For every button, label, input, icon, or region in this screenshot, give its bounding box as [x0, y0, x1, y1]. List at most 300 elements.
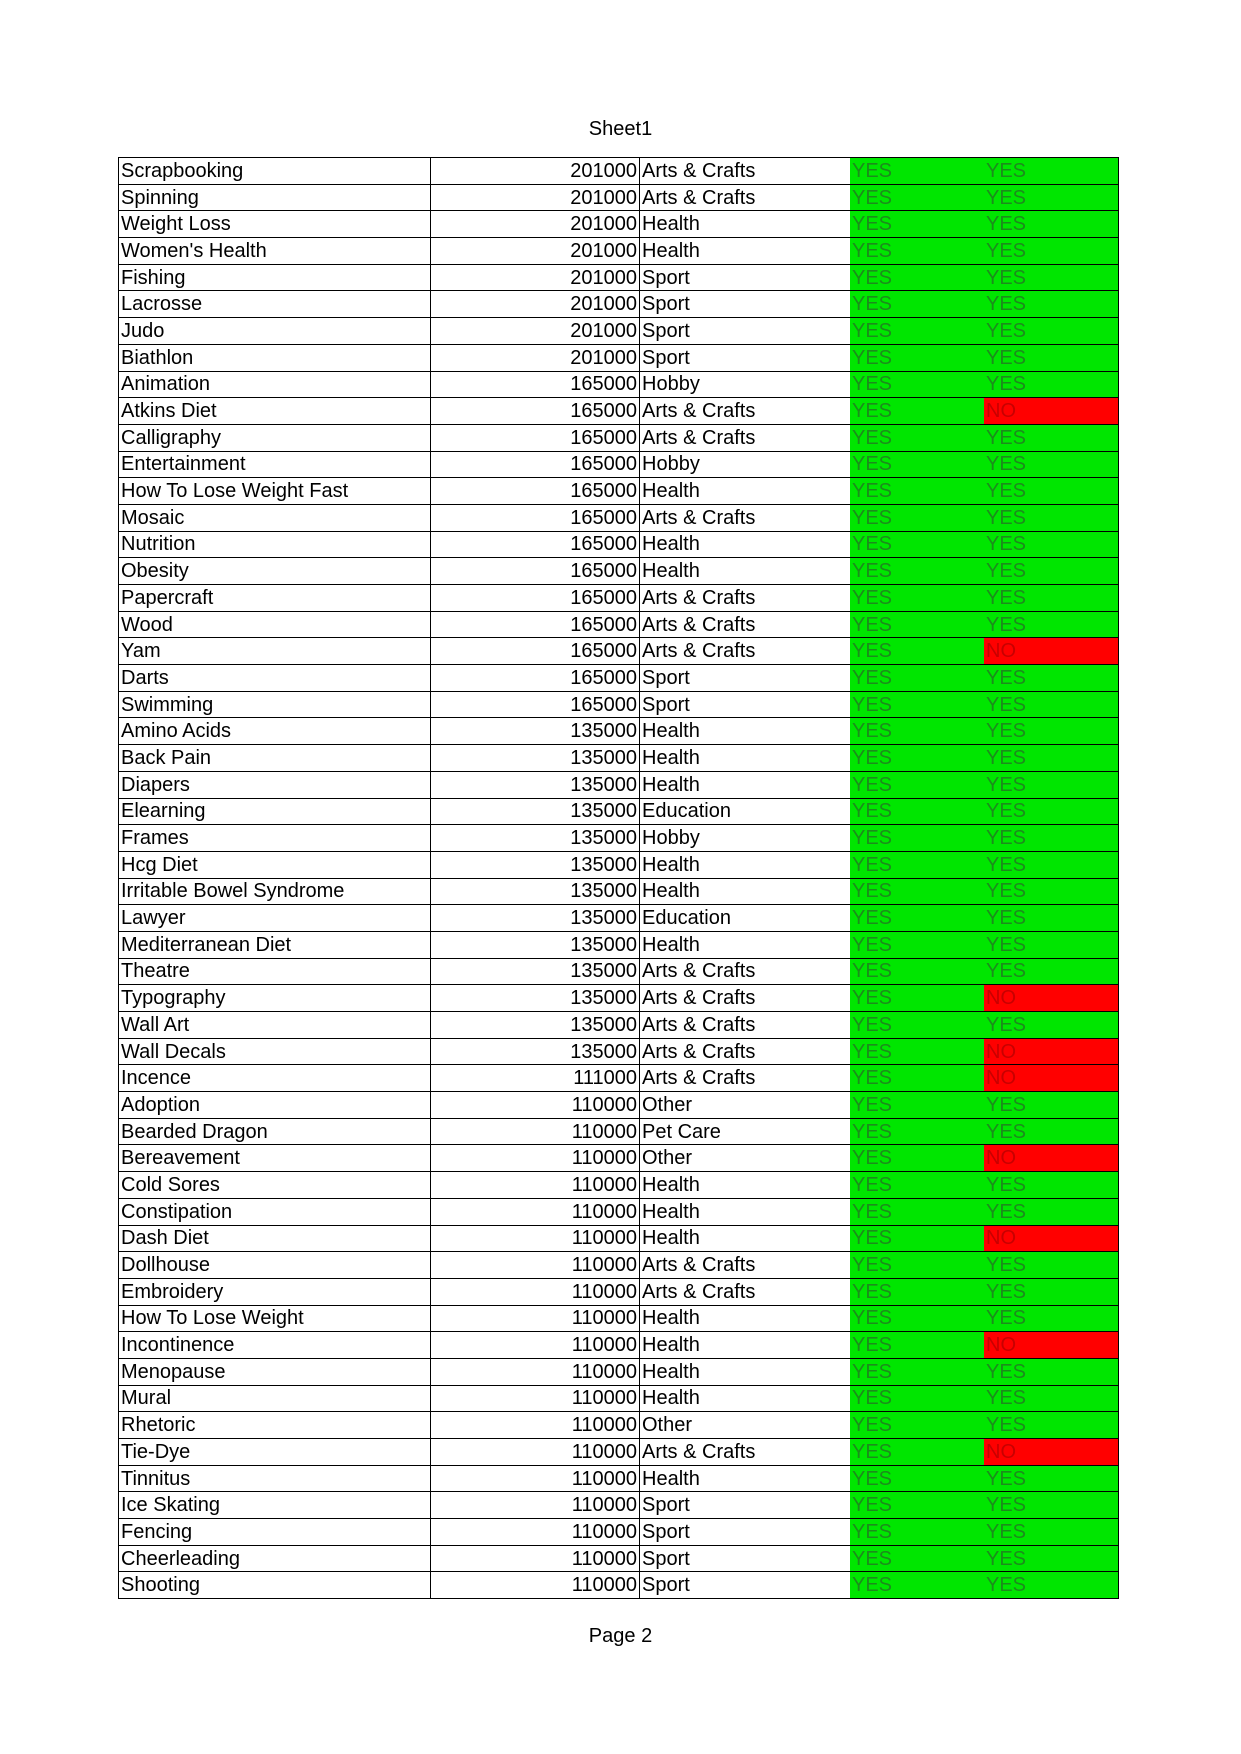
table-row: [119, 371, 1119, 398]
flag-b-cell: YES: [984, 1412, 1119, 1439]
flag-a-cell: YES: [850, 931, 984, 958]
volume-cell: 135000: [431, 1038, 640, 1065]
volume-cell: 110000: [431, 1465, 640, 1492]
category-cell: Arts & Crafts: [640, 1278, 851, 1305]
flag-b-cell: NO: [984, 1332, 1119, 1359]
flag-b-cell: YES: [984, 318, 1119, 345]
flag-a-cell: YES: [850, 1038, 984, 1065]
flag-b-cell: NO: [984, 1225, 1119, 1252]
category-cell: Arts & Crafts: [640, 1065, 851, 1092]
flag-a-cell: YES: [850, 611, 984, 638]
volume-cell: 110000: [431, 1225, 640, 1252]
category-cell: Arts & Crafts: [640, 504, 851, 531]
topic-cell: Calligraphy: [119, 424, 431, 451]
category-cell: Arts & Crafts: [640, 1012, 851, 1039]
flag-b-cell: YES: [984, 1118, 1119, 1145]
topic-cell: Wood: [119, 611, 431, 638]
flag-a-cell: YES: [850, 451, 984, 478]
category-cell: Education: [640, 798, 851, 825]
topic-cell: Swimming: [119, 691, 431, 718]
volume-cell: 135000: [431, 798, 640, 825]
flag-a-cell: YES: [850, 211, 984, 238]
volume-cell: 110000: [431, 1172, 640, 1199]
topic-cell: Yam: [119, 638, 431, 665]
flag-b-cell: YES: [984, 825, 1119, 852]
flag-a-cell: YES: [850, 1358, 984, 1385]
topic-cell: Constipation: [119, 1198, 431, 1225]
flag-b-cell: YES: [984, 1572, 1119, 1599]
category-cell: Sport: [640, 1519, 851, 1546]
flag-a-cell: YES: [850, 745, 984, 772]
flag-a-cell: YES: [850, 184, 984, 211]
flag-a-cell: YES: [850, 985, 984, 1012]
volume-cell: 165000: [431, 638, 640, 665]
category-cell: Hobby: [640, 825, 851, 852]
table-row: [119, 1358, 1119, 1385]
volume-cell: 201000: [431, 184, 640, 211]
topic-cell: Mural: [119, 1385, 431, 1412]
topic-cell: Lawyer: [119, 905, 431, 932]
flag-b-cell: YES: [984, 958, 1119, 985]
flag-b-cell: YES: [984, 745, 1119, 772]
category-cell: Health: [640, 238, 851, 265]
category-cell: Health: [640, 558, 851, 585]
table-row: [119, 825, 1119, 852]
category-cell: Health: [640, 1172, 851, 1199]
category-cell: Arts & Crafts: [640, 1038, 851, 1065]
flag-b-cell: YES: [984, 211, 1119, 238]
topic-cell: Spinning: [119, 184, 431, 211]
table-row: [119, 771, 1119, 798]
category-cell: Education: [640, 905, 851, 932]
table-row: [119, 1545, 1119, 1572]
volume-cell: 201000: [431, 318, 640, 345]
volume-cell: 135000: [431, 905, 640, 932]
table-row: [119, 1465, 1119, 1492]
flag-a-cell: YES: [850, 1278, 984, 1305]
table-row: [119, 264, 1119, 291]
flag-a-cell: YES: [850, 665, 984, 692]
flag-b-cell: YES: [984, 798, 1119, 825]
table-row: [119, 211, 1119, 238]
flag-a-cell: YES: [850, 1465, 984, 1492]
volume-cell: 135000: [431, 851, 640, 878]
flag-a-cell: YES: [850, 1092, 984, 1119]
topic-cell: Ice Skating: [119, 1492, 431, 1519]
category-cell: Pet Care: [640, 1118, 851, 1145]
flag-a-cell: YES: [850, 424, 984, 451]
flag-a-cell: YES: [850, 1305, 984, 1332]
table-row: [119, 1225, 1119, 1252]
table-row: [119, 504, 1119, 531]
flag-a-cell: YES: [850, 638, 984, 665]
table-row: [119, 851, 1119, 878]
flag-b-cell: YES: [984, 1278, 1119, 1305]
topic-cell: Dollhouse: [119, 1252, 431, 1279]
flag-b-cell: YES: [984, 1519, 1119, 1546]
flag-a-cell: YES: [850, 1198, 984, 1225]
table-row: [119, 1118, 1119, 1145]
volume-cell: 135000: [431, 745, 640, 772]
table-row: [119, 1198, 1119, 1225]
flag-a-cell: YES: [850, 798, 984, 825]
topic-cell: Typography: [119, 985, 431, 1012]
category-cell: Sport: [640, 1492, 851, 1519]
volume-cell: 110000: [431, 1492, 640, 1519]
topic-cell: Diapers: [119, 771, 431, 798]
volume-cell: 135000: [431, 1012, 640, 1039]
category-cell: Sport: [640, 344, 851, 371]
volume-cell: 110000: [431, 1439, 640, 1466]
category-cell: Arts & Crafts: [640, 398, 851, 425]
volume-cell: 110000: [431, 1412, 640, 1439]
topic-cell: Hcg Diet: [119, 851, 431, 878]
category-cell: Arts & Crafts: [640, 424, 851, 451]
flag-a-cell: YES: [850, 291, 984, 318]
topic-cell: Elearning: [119, 798, 431, 825]
category-cell: Health: [640, 1198, 851, 1225]
flag-b-cell: YES: [984, 691, 1119, 718]
flag-a-cell: YES: [850, 1118, 984, 1145]
category-cell: Health: [640, 1465, 851, 1492]
volume-cell: 165000: [431, 585, 640, 612]
category-cell: Arts & Crafts: [640, 184, 851, 211]
volume-cell: 201000: [431, 344, 640, 371]
topic-cell: Shooting: [119, 1572, 431, 1599]
table-row: [119, 1012, 1119, 1039]
table-row: [119, 1305, 1119, 1332]
topic-cell: Tie-Dye: [119, 1439, 431, 1466]
table-row: [119, 1412, 1119, 1439]
table-row: [119, 931, 1119, 958]
table-row: [119, 451, 1119, 478]
flag-b-cell: YES: [984, 585, 1119, 612]
category-cell: Sport: [640, 291, 851, 318]
flag-b-cell: YES: [984, 1012, 1119, 1039]
volume-cell: 110000: [431, 1118, 640, 1145]
flag-a-cell: YES: [850, 905, 984, 932]
flag-a-cell: YES: [850, 718, 984, 745]
flag-b-cell: YES: [984, 504, 1119, 531]
topic-cell: Cold Sores: [119, 1172, 431, 1199]
volume-cell: 165000: [431, 451, 640, 478]
topic-cell: Dash Diet: [119, 1225, 431, 1252]
volume-cell: 110000: [431, 1092, 640, 1119]
table-row: [119, 745, 1119, 772]
category-cell: Arts & Crafts: [640, 1439, 851, 1466]
topic-cell: Women's Health: [119, 238, 431, 265]
topic-cell: Bearded Dragon: [119, 1118, 431, 1145]
topic-cell: Incence: [119, 1065, 431, 1092]
volume-cell: 165000: [431, 371, 640, 398]
topic-cell: Amino Acids: [119, 718, 431, 745]
table-row: [119, 1172, 1119, 1199]
flag-a-cell: YES: [850, 771, 984, 798]
category-cell: Sport: [640, 1572, 851, 1599]
flag-a-cell: YES: [850, 504, 984, 531]
topic-cell: Fencing: [119, 1519, 431, 1546]
volume-cell: 201000: [431, 211, 640, 238]
category-cell: Health: [640, 1358, 851, 1385]
category-cell: Other: [640, 1412, 851, 1439]
table-row: [119, 1038, 1119, 1065]
table-row: [119, 531, 1119, 558]
volume-cell: 135000: [431, 771, 640, 798]
table-row: [119, 905, 1119, 932]
flag-b-cell: YES: [984, 931, 1119, 958]
table-row: [119, 558, 1119, 585]
volume-cell: 110000: [431, 1545, 640, 1572]
category-cell: Sport: [640, 264, 851, 291]
table-row: [119, 665, 1119, 692]
volume-cell: 110000: [431, 1252, 640, 1279]
flag-b-cell: NO: [984, 1065, 1119, 1092]
flag-a-cell: YES: [850, 264, 984, 291]
flag-b-cell: YES: [984, 531, 1119, 558]
volume-cell: 135000: [431, 931, 640, 958]
flag-b-cell: YES: [984, 264, 1119, 291]
volume-cell: 165000: [431, 504, 640, 531]
topic-cell: Wall Decals: [119, 1038, 431, 1065]
category-cell: Health: [640, 211, 851, 238]
volume-cell: 165000: [431, 531, 640, 558]
flag-a-cell: YES: [850, 1545, 984, 1572]
flag-b-cell: YES: [984, 1385, 1119, 1412]
flag-a-cell: YES: [850, 1412, 984, 1439]
topic-cell: Incontinence: [119, 1332, 431, 1359]
table-row: [119, 1145, 1119, 1172]
flag-a-cell: YES: [850, 1385, 984, 1412]
table-row: [119, 291, 1119, 318]
category-cell: Arts & Crafts: [640, 611, 851, 638]
flag-a-cell: YES: [850, 158, 984, 185]
category-cell: Sport: [640, 665, 851, 692]
volume-cell: 165000: [431, 691, 640, 718]
flag-a-cell: YES: [850, 1492, 984, 1519]
topic-cell: Scrapbooking: [119, 158, 431, 185]
topic-cell: How To Lose Weight: [119, 1305, 431, 1332]
category-cell: Arts & Crafts: [640, 958, 851, 985]
volume-cell: 201000: [431, 238, 640, 265]
flag-b-cell: NO: [984, 1439, 1119, 1466]
volume-cell: 165000: [431, 398, 640, 425]
flag-b-cell: NO: [984, 985, 1119, 1012]
topic-cell: Entertainment: [119, 451, 431, 478]
topic-cell: Darts: [119, 665, 431, 692]
table-row: [119, 1439, 1119, 1466]
table-row: [119, 1492, 1119, 1519]
topic-cell: Menopause: [119, 1358, 431, 1385]
topic-cell: Lacrosse: [119, 291, 431, 318]
flag-a-cell: YES: [850, 478, 984, 505]
category-cell: Health: [640, 931, 851, 958]
volume-cell: 110000: [431, 1519, 640, 1546]
flag-a-cell: YES: [850, 344, 984, 371]
flag-b-cell: YES: [984, 371, 1119, 398]
volume-cell: 111000: [431, 1065, 640, 1092]
table-row: [119, 1278, 1119, 1305]
flag-b-cell: NO: [984, 1038, 1119, 1065]
flag-a-cell: YES: [850, 238, 984, 265]
topic-cell: Tinnitus: [119, 1465, 431, 1492]
flag-a-cell: YES: [850, 1252, 984, 1279]
volume-cell: 110000: [431, 1332, 640, 1359]
topic-cell: Theatre: [119, 958, 431, 985]
flag-a-cell: YES: [850, 851, 984, 878]
flag-b-cell: YES: [984, 424, 1119, 451]
flag-a-cell: YES: [850, 1332, 984, 1359]
category-cell: Hobby: [640, 371, 851, 398]
flag-a-cell: YES: [850, 558, 984, 585]
table-row: [119, 424, 1119, 451]
topic-cell: Judo: [119, 318, 431, 345]
flag-a-cell: YES: [850, 878, 984, 905]
topic-cell: Back Pain: [119, 745, 431, 772]
flag-a-cell: YES: [850, 1065, 984, 1092]
table-row: [119, 1519, 1119, 1546]
flag-b-cell: NO: [984, 398, 1119, 425]
topic-cell: How To Lose Weight Fast: [119, 478, 431, 505]
topic-cell: Wall Art: [119, 1012, 431, 1039]
table-row: [119, 184, 1119, 211]
topic-cell: Animation: [119, 371, 431, 398]
flag-b-cell: YES: [984, 1172, 1119, 1199]
topic-cell: Nutrition: [119, 531, 431, 558]
flag-a-cell: YES: [850, 691, 984, 718]
table-row: [119, 158, 1119, 185]
flag-b-cell: YES: [984, 1465, 1119, 1492]
volume-cell: 165000: [431, 611, 640, 638]
table-row: [119, 691, 1119, 718]
flag-b-cell: NO: [984, 638, 1119, 665]
topic-cell: Frames: [119, 825, 431, 852]
topic-cell: Atkins Diet: [119, 398, 431, 425]
flag-b-cell: YES: [984, 558, 1119, 585]
flag-a-cell: YES: [850, 1572, 984, 1599]
table-row: [119, 585, 1119, 612]
table-row: [119, 1385, 1119, 1412]
flag-b-cell: YES: [984, 1198, 1119, 1225]
volume-cell: 201000: [431, 158, 640, 185]
table-row: [119, 878, 1119, 905]
flag-a-cell: YES: [850, 1439, 984, 1466]
flag-b-cell: YES: [984, 878, 1119, 905]
sheet-title: Sheet1: [588, 118, 653, 140]
category-cell: Sport: [640, 691, 851, 718]
category-cell: Other: [640, 1092, 851, 1119]
topic-cell: Mediterranean Diet: [119, 931, 431, 958]
table-row: [119, 1092, 1119, 1119]
table-row: [119, 1572, 1119, 1599]
category-cell: Arts & Crafts: [640, 1252, 851, 1279]
volume-cell: 165000: [431, 665, 640, 692]
volume-cell: 201000: [431, 291, 640, 318]
category-cell: Sport: [640, 1545, 851, 1572]
topic-cell: Embroidery: [119, 1278, 431, 1305]
volume-cell: 110000: [431, 1572, 640, 1599]
flag-b-cell: YES: [984, 1305, 1119, 1332]
flag-b-cell: YES: [984, 611, 1119, 638]
category-cell: Health: [640, 718, 851, 745]
volume-cell: 135000: [431, 958, 640, 985]
flag-a-cell: YES: [850, 371, 984, 398]
flag-a-cell: YES: [850, 318, 984, 345]
volume-cell: 110000: [431, 1198, 640, 1225]
category-cell: Health: [640, 478, 851, 505]
table-row: [119, 798, 1119, 825]
topic-cell: Cheerleading: [119, 1545, 431, 1572]
volume-cell: 135000: [431, 985, 640, 1012]
category-cell: Health: [640, 1332, 851, 1359]
volume-cell: 201000: [431, 264, 640, 291]
category-cell: Arts & Crafts: [640, 638, 851, 665]
topic-cell: Bereavement: [119, 1145, 431, 1172]
flag-b-cell: YES: [984, 851, 1119, 878]
flag-b-cell: YES: [984, 344, 1119, 371]
flag-b-cell: YES: [984, 905, 1119, 932]
topic-cell: Rhetoric: [119, 1412, 431, 1439]
topic-cell: Irritable Bowel Syndrome: [119, 878, 431, 905]
flag-a-cell: YES: [850, 1519, 984, 1546]
table-row: [119, 1065, 1119, 1092]
volume-cell: 135000: [431, 878, 640, 905]
flag-b-cell: YES: [984, 291, 1119, 318]
topic-cell: Biathlon: [119, 344, 431, 371]
category-cell: Health: [640, 878, 851, 905]
category-cell: Health: [640, 531, 851, 558]
volume-cell: 110000: [431, 1305, 640, 1332]
topic-cell: Adoption: [119, 1092, 431, 1119]
category-cell: Health: [640, 851, 851, 878]
flag-b-cell: YES: [984, 1545, 1119, 1572]
flag-b-cell: YES: [984, 771, 1119, 798]
flag-b-cell: YES: [984, 1358, 1119, 1385]
flag-b-cell: YES: [984, 478, 1119, 505]
table-row: [119, 985, 1119, 1012]
category-cell: Other: [640, 1145, 851, 1172]
table-row: [119, 318, 1119, 345]
topic-cell: Mosaic: [119, 504, 431, 531]
flag-a-cell: YES: [850, 1012, 984, 1039]
topic-cell: Obesity: [119, 558, 431, 585]
flag-b-cell: YES: [984, 1252, 1119, 1279]
page-number: Page 2: [588, 1625, 653, 1647]
table-row: [119, 958, 1119, 985]
table-row: [119, 611, 1119, 638]
category-cell: Arts & Crafts: [640, 585, 851, 612]
flag-b-cell: YES: [984, 158, 1119, 185]
topic-cell: Papercraft: [119, 585, 431, 612]
volume-cell: 110000: [431, 1358, 640, 1385]
flag-b-cell: YES: [984, 1092, 1119, 1119]
category-cell: Arts & Crafts: [640, 985, 851, 1012]
category-cell: Health: [640, 771, 851, 798]
table-row: [119, 1252, 1119, 1279]
table-row: [119, 638, 1119, 665]
flag-b-cell: YES: [984, 238, 1119, 265]
flag-b-cell: YES: [984, 718, 1119, 745]
volume-cell: 135000: [431, 718, 640, 745]
flag-a-cell: YES: [850, 825, 984, 852]
flag-a-cell: YES: [850, 398, 984, 425]
flag-b-cell: NO: [984, 1145, 1119, 1172]
table-row: [119, 718, 1119, 745]
table-row: [119, 478, 1119, 505]
flag-a-cell: YES: [850, 1145, 984, 1172]
volume-cell: 165000: [431, 424, 640, 451]
table-row: [119, 1332, 1119, 1359]
spreadsheet-table: [118, 157, 1119, 1599]
